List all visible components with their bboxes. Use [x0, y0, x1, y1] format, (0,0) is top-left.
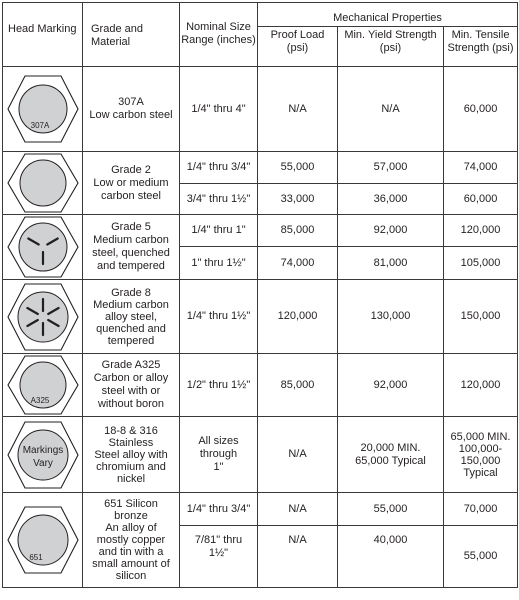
tensile-cell: 60,000	[444, 184, 518, 215]
head-marking-text: 307A	[30, 121, 49, 130]
bolt-head-grade2-icon	[6, 152, 80, 214]
table-row	[3, 417, 518, 493]
tensile-cell: 74,000	[444, 152, 518, 184]
yield-cell: 92,000	[338, 354, 444, 417]
size-cell: 3/4" thru 1½"	[180, 184, 258, 215]
table-row	[3, 152, 518, 184]
table-row	[3, 67, 518, 152]
grade-cell: 18-8 & 316 Stainless Steel alloy with chromium and nickel	[83, 417, 180, 493]
head-marking-cell	[3, 280, 83, 354]
tensile-cell: 120,000	[444, 215, 518, 247]
head-marking-text: A325	[30, 396, 49, 405]
size-cell: All sizes through 1"	[180, 417, 258, 493]
markings-vary-line2: Vary	[32, 457, 53, 469]
tensile-cell: 55,000	[444, 526, 518, 588]
yield-cell: 36,000	[338, 184, 444, 215]
proof-cell: 85,000	[258, 215, 338, 247]
markings-vary-line1: Markings	[22, 444, 63, 456]
proof-cell: 55,000	[258, 152, 338, 184]
table-row	[3, 280, 518, 354]
tensile-cell: 70,000	[444, 493, 518, 526]
size-cell: 1/4" thru 3/4"	[180, 493, 258, 526]
size-cell: 1/4" thru 1½"	[180, 280, 258, 354]
proof-cell: N/A	[258, 493, 338, 526]
bolt-grade-table	[2, 2, 518, 588]
proof-cell: 85,000	[258, 354, 338, 417]
head-marking-cell	[3, 417, 83, 493]
bolt-head-grade5-icon	[6, 215, 80, 279]
head-marking-cell	[3, 354, 83, 417]
yield-cell: N/A	[338, 67, 444, 152]
header-grade-material: Grade and Material	[83, 3, 180, 67]
grade-cell: Grade A325 Carbon or alloy steel with or without boron	[83, 354, 180, 417]
yield-cell: 55,000	[338, 493, 444, 526]
header-row-top	[3, 3, 518, 27]
size-cell: 1/4" thru 4"	[180, 67, 258, 152]
grade-cell: 307A Low carbon steel	[83, 67, 180, 152]
proof-cell: N/A	[258, 67, 338, 152]
grade-cell: Grade 8 Medium carbon alloy steel, quenched and tempered	[83, 280, 180, 354]
grade-cell: 651 Silicon bronze An alloy of mostly copper and tin with a small amount of silicon	[83, 493, 180, 588]
size-cell: 1" thru 1½"	[180, 247, 258, 280]
grade-cell: Grade 5 Medium carbon steel, quenched and tempered	[83, 215, 180, 280]
bolt-head-grade8-icon	[6, 282, 80, 352]
proof-cell: 120,000	[258, 280, 338, 354]
yield-cell: 130,000	[338, 280, 444, 354]
bolt-head-307a-icon	[6, 72, 80, 146]
yield-cell: 20,000 MIN. 65,000 Typical	[338, 417, 444, 493]
header-min-tensile: Min. Tensile Strength (psi)	[444, 27, 518, 67]
proof-cell: 33,000	[258, 184, 338, 215]
yield-cell: 57,000	[338, 152, 444, 184]
head-marking-text: 651	[28, 553, 43, 562]
bolt-head-a325-icon	[6, 354, 80, 416]
head-marking-cell	[3, 215, 83, 280]
table-row	[3, 354, 518, 417]
bolt-head-stainless-icon	[6, 420, 80, 490]
yield-cell: 81,000	[338, 247, 444, 280]
head-marking-cell	[3, 493, 83, 588]
head-marking-cell	[3, 67, 83, 152]
table-row	[3, 493, 518, 526]
table-row	[3, 215, 518, 247]
head-marking-cell	[3, 152, 83, 215]
proof-cell: 74,000	[258, 247, 338, 280]
proof-cell: N/A	[258, 417, 338, 493]
yield-cell: 40,000	[338, 526, 444, 588]
grade-cell: Grade 2 Low or medium carbon steel	[83, 152, 180, 215]
tensile-cell: 65,000 MIN. 100,000- 150,000 Typical	[444, 417, 518, 493]
header-mechanical-properties: Mechanical Properties	[258, 3, 518, 27]
tensile-cell: 120,000	[444, 354, 518, 417]
tensile-cell: 60,000	[444, 67, 518, 152]
tensile-cell: 105,000	[444, 247, 518, 280]
bolt-head-651-icon	[6, 503, 80, 577]
size-cell: 1/2" thru 1½"	[180, 354, 258, 417]
size-cell: 1/4" thru 1"	[180, 215, 258, 247]
size-cell: 7/81" thru 1½"	[180, 526, 258, 588]
header-nominal-size: Nominal Size Range (inches)	[180, 3, 258, 67]
tensile-cell: 150,000	[444, 280, 518, 354]
header-head-marking: Head Marking	[3, 3, 83, 67]
size-cell: 1/4" thru 3/4"	[180, 152, 258, 184]
yield-cell: 92,000	[338, 215, 444, 247]
header-min-yield: Min. Yield Strength (psi)	[338, 27, 444, 67]
proof-cell: N/A	[258, 526, 338, 588]
header-proof-load: Proof Load (psi)	[258, 27, 338, 67]
